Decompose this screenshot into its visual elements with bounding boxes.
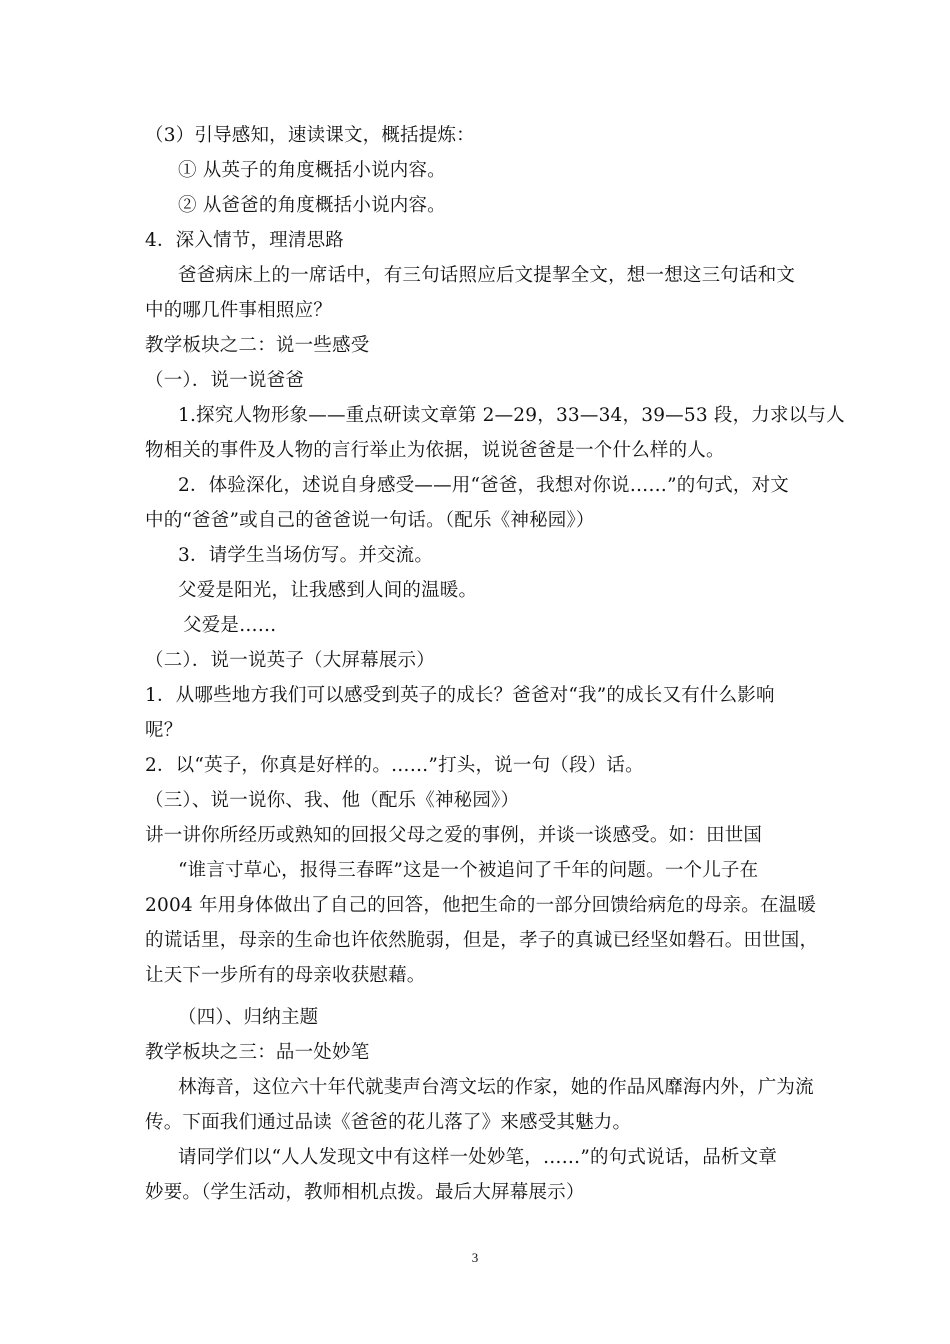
text-line: 林海音，这位六十年代就斐声台湾文坛的作家，她的作品风靡海内外，广为流	[178, 1077, 814, 1098]
subsection-heading: （二）．说一说英子（大屏幕展示）	[145, 650, 435, 671]
text-line: 2．体验深化，述说自身感受——用“爸爸，我想对你说……”的句式，对文	[178, 475, 789, 496]
subsection-heading: （四）、归纳主题	[178, 1007, 319, 1028]
section-heading: 教学板块之三：品一处妙笔	[145, 1042, 370, 1063]
text-line: 妙要。（学生活动，教师相机点拨。最后大屏幕展示）	[145, 1182, 585, 1203]
text-line: 中的哪几件事相照应？	[145, 300, 333, 321]
text-line: 爸爸病床上的一席话中，有三句话照应后文提挈全文，想一想这三句话和文	[178, 265, 796, 286]
text-line: 2．以“英子，你真是好样的。……”打头，说一句（段）话。	[145, 755, 644, 776]
text-line: 物相关的事件及人物的言行举止为依据，说说爸爸是一个什么样的人。	[145, 440, 725, 461]
text-line: 1.探究人物形象——重点研读文章第 2—29，33—34，39—53 段，力求以与人	[178, 405, 845, 426]
text-line: 3．请学生当场仿写。并交流。	[178, 545, 434, 566]
text-line: 传。下面我们通过品读《爸爸的花儿落了》来感受其魅力。	[145, 1112, 632, 1133]
text-line: 请同学们以“人人发现文中有这样一处妙笔，……”的句式说话，品析文章	[178, 1147, 778, 1168]
section-heading: 4．深入情节，理清思路	[145, 230, 344, 251]
text-line: 的谎话里，母亲的生命也许依然脆弱，但是，孝子的真诚已经坚如磐石。田世国，	[145, 930, 819, 951]
text-line: ② 从爸爸的角度概括小说内容。	[178, 195, 446, 216]
text-line: 父爱是……	[183, 615, 277, 636]
text-line: “谁言寸草心，报得三春晖”这是一个被追问了千年的问题。一个儿子在	[178, 860, 759, 881]
page-number: 3	[471, 1250, 479, 1265]
text-line: ① 从英子的角度概括小说内容。	[178, 160, 446, 181]
text-line: 1．从哪些地方我们可以感受到英子的成长？爸爸对“我”的成长又有什么影响	[145, 685, 775, 706]
section-heading: 教学板块之二：说一些感受	[145, 335, 370, 356]
text-line: 2004 年用身体做出了自己的回答，他把生命的一部分回馈给病危的母亲。在温暖	[145, 895, 817, 916]
text-line: 让天下一步所有的母亲收获慰藉。	[145, 965, 426, 986]
text-line: 父爱是阳光，让我感到人间的温暖。	[178, 580, 478, 601]
text-line: 呢？	[145, 720, 183, 741]
text-line: （3）引导感知，速读课文，概括提炼：	[145, 125, 475, 146]
subsection-heading: （三）、说一说你、我、他（配乐《神秘园》）	[145, 790, 520, 811]
subsection-heading: （一）．说一说爸爸	[145, 370, 305, 391]
text-line: 中的“爸爸”或自己的爸爸说一句话。（配乐《神秘园》）	[145, 510, 595, 531]
text-line: 讲一讲你所经历或熟知的回报父母之爱的事例，并谈一谈感受。如：田世国	[145, 825, 763, 846]
